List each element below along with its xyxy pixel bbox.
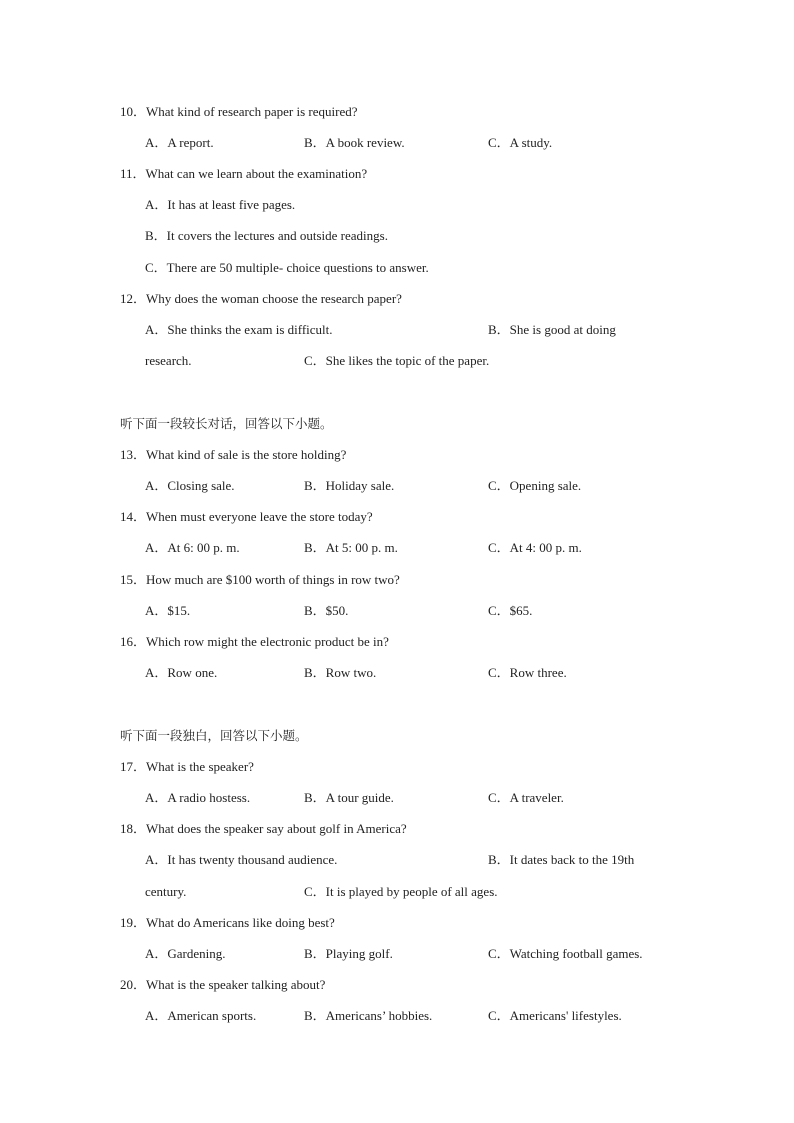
question-13: 13．What kind of sale is the store holding? <box>120 447 347 462</box>
q20-option-a: A．American sports. <box>145 1008 257 1023</box>
q16-option-c: C．Row three. <box>488 665 567 680</box>
q17-option-a: A．A radio hostess. <box>145 790 251 805</box>
q20-option-b: B．Americans’ hobbies. <box>304 1008 433 1023</box>
q14-option-a: A．At 6: 00 p. m. <box>145 540 240 555</box>
q16-option-a: A．Row one. <box>145 665 218 680</box>
question-10: 10．What kind of research paper is required? <box>120 104 358 119</box>
q13-option-c: C．Opening sale. <box>488 478 582 493</box>
question-14: 14．When must everyone leave the store today? <box>120 509 373 524</box>
question-12: 12．Why does the woman choose the research paper? <box>120 291 402 306</box>
q14-option-c: C．At 4: 00 p. m. <box>488 540 582 555</box>
section-heading-monologue: 听下面一段独白，回答以下小题。 <box>120 728 308 743</box>
q18-option-b-continued: century. <box>145 884 187 899</box>
q11-option-a: A．It has at least five pages. <box>145 197 296 212</box>
question-16: 16．Which row might the electronic product be in? <box>120 634 389 649</box>
q19-option-c: C．Watching football games. <box>488 946 643 961</box>
q10-option-b: B．A book review. <box>304 135 405 150</box>
q17-option-b: B．A tour guide. <box>304 790 394 805</box>
q15-option-c: C．$65. <box>488 603 533 618</box>
question-19: 19．What do Americans like doing best? <box>120 915 335 930</box>
q13-option-a: A．Closing sale. <box>145 478 235 493</box>
q12-option-b-continued: research. <box>145 353 192 368</box>
question-17: 17．What is the speaker? <box>120 759 254 774</box>
q18-option-b: B．It dates back to the 19th <box>488 852 635 867</box>
q15-option-b: B．$50. <box>304 603 349 618</box>
q12-option-a: A．She thinks the exam is difficult. <box>145 322 333 337</box>
q10-option-c: C．A study. <box>488 135 553 150</box>
question-15: 15．How much are $100 worth of things in row two? <box>120 572 400 587</box>
q18-option-a: A．It has twenty thousand audience. <box>145 852 338 867</box>
q10-option-a: A．A report. <box>145 135 214 150</box>
q17-option-c: C．A traveler. <box>488 790 564 805</box>
q11-option-c: C．There are 50 multiple- choice questions to answer. <box>145 260 429 275</box>
q12-option-c: C．She likes the topic of the paper. <box>304 353 490 368</box>
q18-option-c: C．It is played by people of all ages. <box>304 884 498 899</box>
q11-option-b: B．It covers the lectures and outside readings. <box>145 228 388 243</box>
q20-option-c: C．Americans' lifestyles. <box>488 1008 622 1023</box>
q15-option-a: A．$15. <box>145 603 191 618</box>
q13-option-b: B．Holiday sale. <box>304 478 395 493</box>
q19-option-a: A．Gardening. <box>145 946 226 961</box>
q19-option-b: B．Playing golf. <box>304 946 393 961</box>
section-heading-dialogue: 听下面一段较长对话，回答以下小题。 <box>120 416 333 431</box>
question-11: 11．What can we learn about the examination? <box>120 166 368 181</box>
question-20: 20．What is the speaker talking about? <box>120 977 326 992</box>
q12-option-b: B．She is good at doing <box>488 322 616 337</box>
q14-option-b: B．At 5: 00 p. m. <box>304 540 398 555</box>
question-18: 18．What does the speaker say about golf in America? <box>120 821 407 836</box>
q16-option-b: B．Row two. <box>304 665 377 680</box>
